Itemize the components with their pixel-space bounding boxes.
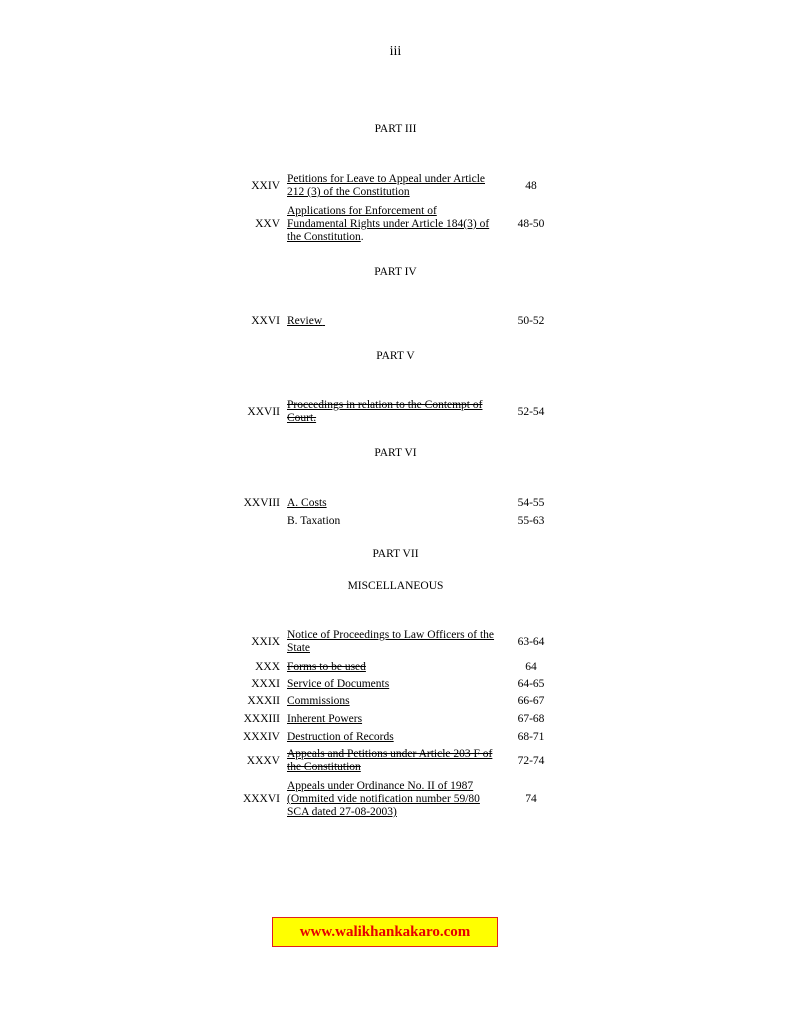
chapter-title[interactable]: Destruction of Records [287, 731, 394, 743]
page-range: 64 [525, 661, 537, 673]
chapter-number: XXVI [251, 315, 280, 327]
page-range: 48 [525, 180, 537, 192]
page-range: 63-64 [517, 636, 545, 648]
page-range: 50-52 [517, 315, 545, 327]
website-link[interactable]: www.walikhankakaro.com [299, 923, 471, 940]
chapter-title[interactable]: Appeals under Ordinance No. II of 1987 (Ommited vide notification number 59/80 SCA dated 27-08-2003) [287, 780, 480, 818]
chapter-number: XXVIII [243, 497, 280, 509]
page-range: 54-55 [517, 497, 545, 509]
part-iii-heading: PART III [374, 123, 417, 135]
chapter-title[interactable]: Applications for Enforcement of Fundamental Rights under Article 184(3) of the Constitution. [287, 205, 490, 243]
page-range: 67-68 [517, 713, 545, 725]
page-range: 48-50 [517, 218, 545, 230]
chapter-title[interactable]: Inherent Powers [287, 713, 363, 725]
chapter-title[interactable]: Petitions for Leave to Appeal under Article 212 (3) of the Constitution [287, 173, 485, 198]
part-vi-heading: PART VI [374, 447, 417, 459]
chapter-number: XXV [255, 218, 280, 230]
chapter-number: XXXI [251, 678, 280, 690]
part-vii-heading: PART VII [372, 548, 419, 560]
chapter-number: XXXIV [242, 731, 280, 743]
chapter-number: XXXIII [243, 713, 280, 725]
chapter-number: XXX [255, 661, 280, 673]
part-v-heading: PART V [376, 350, 415, 362]
chapter-number: XXIX [251, 636, 280, 648]
chapter-title[interactable]: Proceedings in relation to the Contempt of Court. [287, 399, 483, 424]
chapter-title: B. Taxation [287, 515, 341, 527]
chapter-title[interactable]: Appeals and Petitions under Article 203 F of the Constitution [287, 748, 493, 773]
chapter-number: XXXVI [242, 793, 280, 805]
chapter-title[interactable]: Review [287, 315, 323, 327]
chapter-title[interactable]: Commissions [287, 695, 350, 707]
page-range: 64-65 [517, 678, 545, 690]
page-range: 72-74 [517, 755, 545, 767]
chapter-title[interactable]: Service of Documents [287, 678, 390, 690]
chapter-number: XXIV [251, 180, 280, 192]
miscellaneous-heading: MISCELLANEOUS [347, 580, 444, 592]
website-banner [272, 917, 498, 947]
chapter-number: XXXV [246, 755, 280, 767]
page-range: 68-71 [517, 731, 545, 743]
part-iv-heading: PART IV [374, 266, 417, 278]
page-range: 52-54 [517, 406, 545, 418]
chapter-number: XXXII [247, 695, 280, 707]
chapter-number: XXVII [247, 406, 280, 418]
page-number: iii [389, 44, 402, 59]
chapter-title[interactable]: Notice of Proceedings to Law Officers of the State [287, 629, 495, 654]
page-range: 55-63 [517, 515, 545, 527]
page-range: 66-67 [517, 695, 545, 707]
chapter-title[interactable]: A. Costs [287, 497, 327, 509]
chapter-title[interactable]: Forms to be used [287, 661, 366, 673]
page-range: 74 [525, 793, 537, 805]
